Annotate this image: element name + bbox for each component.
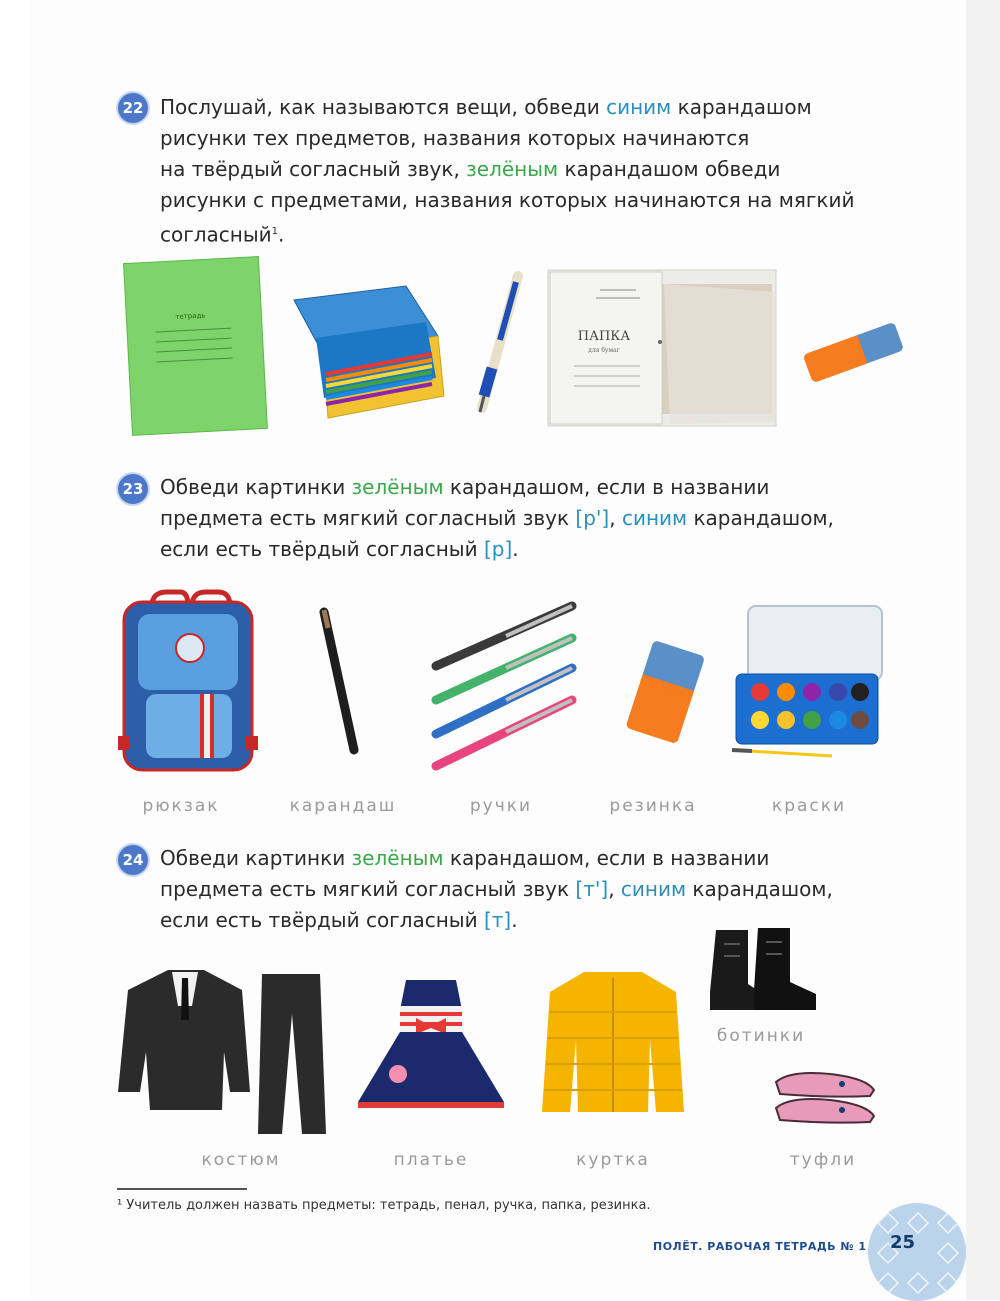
task-instruction: Обведи картинки зелёным карандашом, если в названии предмета есть мягкий согласный звук [р'], синим карандашом, если есть твёрдый согласный [р]. — [160, 475, 834, 561]
picture-label: платье — [393, 1150, 469, 1170]
footnote-marker: 1 — [271, 226, 279, 237]
pen-picture — [470, 268, 530, 418]
task-instruction: Послушай, как называются вещи, обведи синим карандашом рисунки тех предметов, названия которых начинаются на твёрдый согласный звук, зелёным карандашом обведи рисунки с предметами, названия которых начинаются на мягкий согласный$^1$. — [160, 95, 855, 247]
eraser-picture — [620, 636, 710, 750]
picture-label: рюкзак — [142, 796, 220, 816]
picture-label: ручки — [469, 796, 533, 816]
folder-picture — [544, 264, 784, 430]
task-number-badge: 24 — [118, 845, 148, 875]
task-number-badge: 23 — [118, 474, 148, 504]
boots-picture — [704, 922, 822, 1016]
paints-picture — [728, 600, 888, 766]
eraser-picture — [795, 316, 910, 390]
ornament-pattern — [868, 1203, 966, 1301]
suit-picture — [110, 960, 335, 1140]
folder-label: ПАПКА — [577, 329, 631, 344]
picture-label: костюм — [201, 1150, 281, 1170]
pencil-picture — [310, 604, 370, 758]
jacket-picture — [538, 962, 688, 1122]
dress-picture — [346, 970, 516, 1120]
page-number: 25 — [890, 1232, 916, 1253]
picture-label: ботинки — [716, 1026, 806, 1046]
notebook-picture — [120, 252, 270, 442]
page-number-circle — [868, 1203, 966, 1301]
footnote-divider — [117, 1188, 247, 1190]
page-edge — [966, 0, 1000, 1300]
picture-label: карандаш — [289, 796, 397, 816]
picture-label: куртка — [576, 1150, 650, 1170]
backpack-picture — [112, 588, 262, 778]
pencil-case-picture — [286, 278, 451, 428]
picture-label: краски — [771, 796, 847, 816]
footnote: ¹ Учитель должен назвать предметы: тетрадь, пенал, ручка, папка, резинка. — [117, 1198, 651, 1213]
task-instruction: Обведи картинки зелёным карандашом, если в названии предмета есть мягкий согласный звук [т'], синим карандашом, если есть твёрдый согласный [т]. — [160, 846, 833, 932]
picture-label: резинка — [609, 796, 697, 816]
notebook-cover-label: тетрадь — [175, 311, 206, 321]
footer-brand: ПОЛЁТ. РАБОЧАЯ ТЕТРАДЬ № 1 — [653, 1240, 867, 1253]
pens-picture — [426, 596, 581, 772]
shoes-picture — [770, 1064, 880, 1132]
folder-sublabel: для бумаг — [588, 347, 620, 354]
picture-label: туфли — [789, 1150, 857, 1170]
task-number-badge: 22 — [118, 93, 148, 123]
